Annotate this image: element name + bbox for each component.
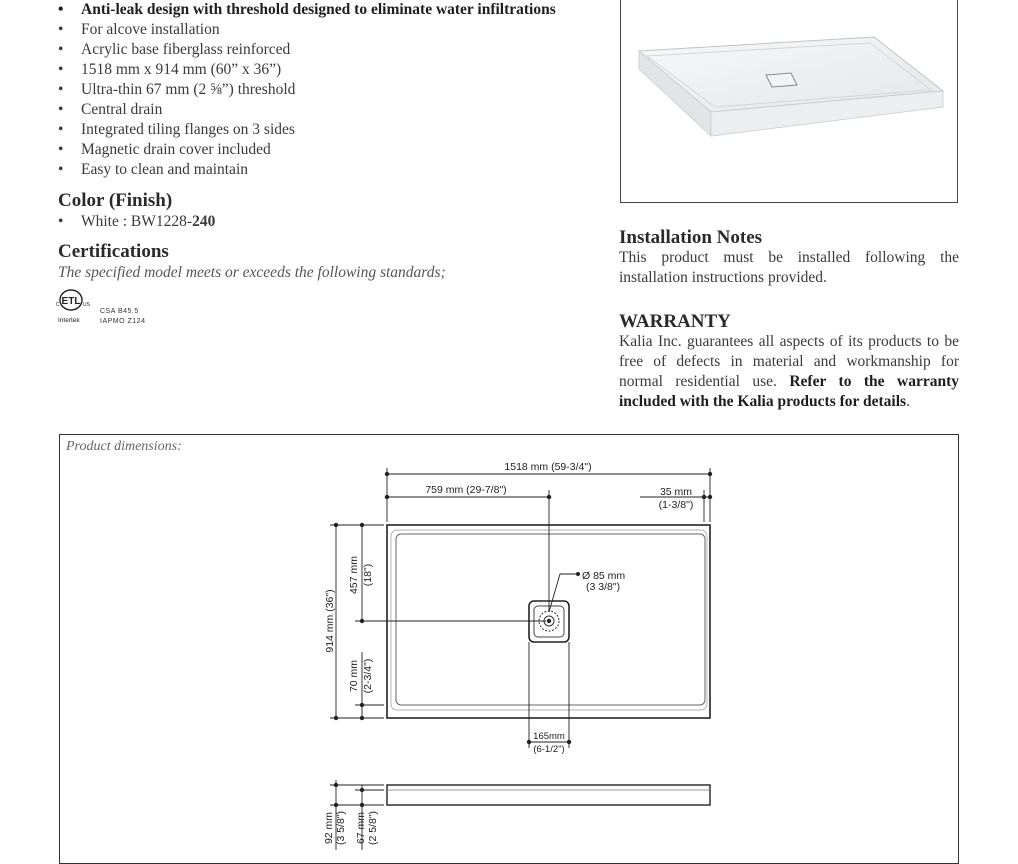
color-item-code: 240 bbox=[192, 213, 216, 230]
overall-width-label: 1518 mm (59-3/4") bbox=[504, 461, 592, 473]
dimensions-caption: Product dimensions: bbox=[66, 439, 182, 454]
warranty-end: . bbox=[906, 393, 910, 410]
feature-item: • Easy to clean and maintain bbox=[58, 160, 618, 180]
drain-dia-in-label: (3 3/8") bbox=[586, 581, 621, 593]
drain-box-in-label: (6-1/2") bbox=[533, 744, 565, 755]
height-in-label: (3 5/8") bbox=[335, 810, 347, 846]
standard-iapmo: IAPMO Z124 bbox=[100, 318, 146, 325]
flange-in-label: (1-3/8") bbox=[658, 499, 694, 511]
feature-item: • Acrylic base fiberglass reinforced bbox=[58, 40, 618, 60]
drain-box-mm-label: 165mm bbox=[533, 731, 565, 742]
feature-item: • Magnetic drain cover included bbox=[58, 140, 618, 160]
side-view-outline bbox=[387, 785, 710, 805]
drain-y-mm-label: 457 mm bbox=[348, 556, 360, 594]
warranty-bold: Refer to the warranty included with the Kalia products for details bbox=[619, 373, 959, 410]
warranty-body: Kalia Inc. guarantees all aspects of its products to be free of defects in material and workmanship for normal residential use. bbox=[619, 333, 959, 390]
height-mm-label: 92 mm bbox=[323, 811, 335, 845]
color-heading: Color (Finish) bbox=[58, 190, 173, 211]
warranty-heading: WARRANTY bbox=[619, 311, 731, 332]
intertek-text: Intertek bbox=[58, 317, 80, 324]
flange-mm-label: 35 mm bbox=[659, 486, 693, 498]
etl-logo-us: US bbox=[83, 302, 90, 308]
installation-heading: Installation Notes bbox=[619, 227, 763, 248]
threshold-in-label: (2-3/4") bbox=[362, 658, 374, 694]
installation-text: This product must be installed following the installation instructions provided. bbox=[619, 249, 959, 286]
certifications-heading: Certifications bbox=[58, 241, 169, 262]
thr-h-mm-label: 67 mm bbox=[355, 811, 367, 845]
certifications-note: The specified model meets or exceeds the following standards; bbox=[58, 264, 446, 281]
half-width-label: 759 mm (29-7/8") bbox=[425, 484, 507, 496]
etl-logo-c: C bbox=[56, 302, 60, 308]
etl-logo-text: ETL bbox=[61, 296, 81, 307]
thr-h-in-label: (2 5/8") bbox=[367, 810, 379, 846]
feature-item: • Central drain bbox=[58, 100, 618, 120]
feature-item: • 1518 mm x 914 mm (60” x 36”) bbox=[58, 60, 618, 80]
drain-dia-mm-label: Ø 85 mm bbox=[582, 570, 626, 582]
drain-y-in-label: (18") bbox=[362, 563, 374, 587]
feature-item: • Integrated tiling flanges on 3 sides bbox=[58, 120, 618, 140]
color-item-prefix: White : BW1228- bbox=[81, 213, 193, 230]
depth-label: 914 mm (36") bbox=[324, 589, 336, 653]
feature-item: • Ultra-thin 67 mm (2 ⅝”) threshold bbox=[58, 80, 618, 100]
threshold-mm-label: 70 mm bbox=[348, 659, 360, 693]
standard-csa: CSA B45.5 bbox=[100, 308, 139, 315]
feature-item: • For alcove installation bbox=[58, 20, 618, 40]
feature-item: • Anti-leak design with threshold designed to eliminate water infiltrations bbox=[58, 0, 618, 20]
